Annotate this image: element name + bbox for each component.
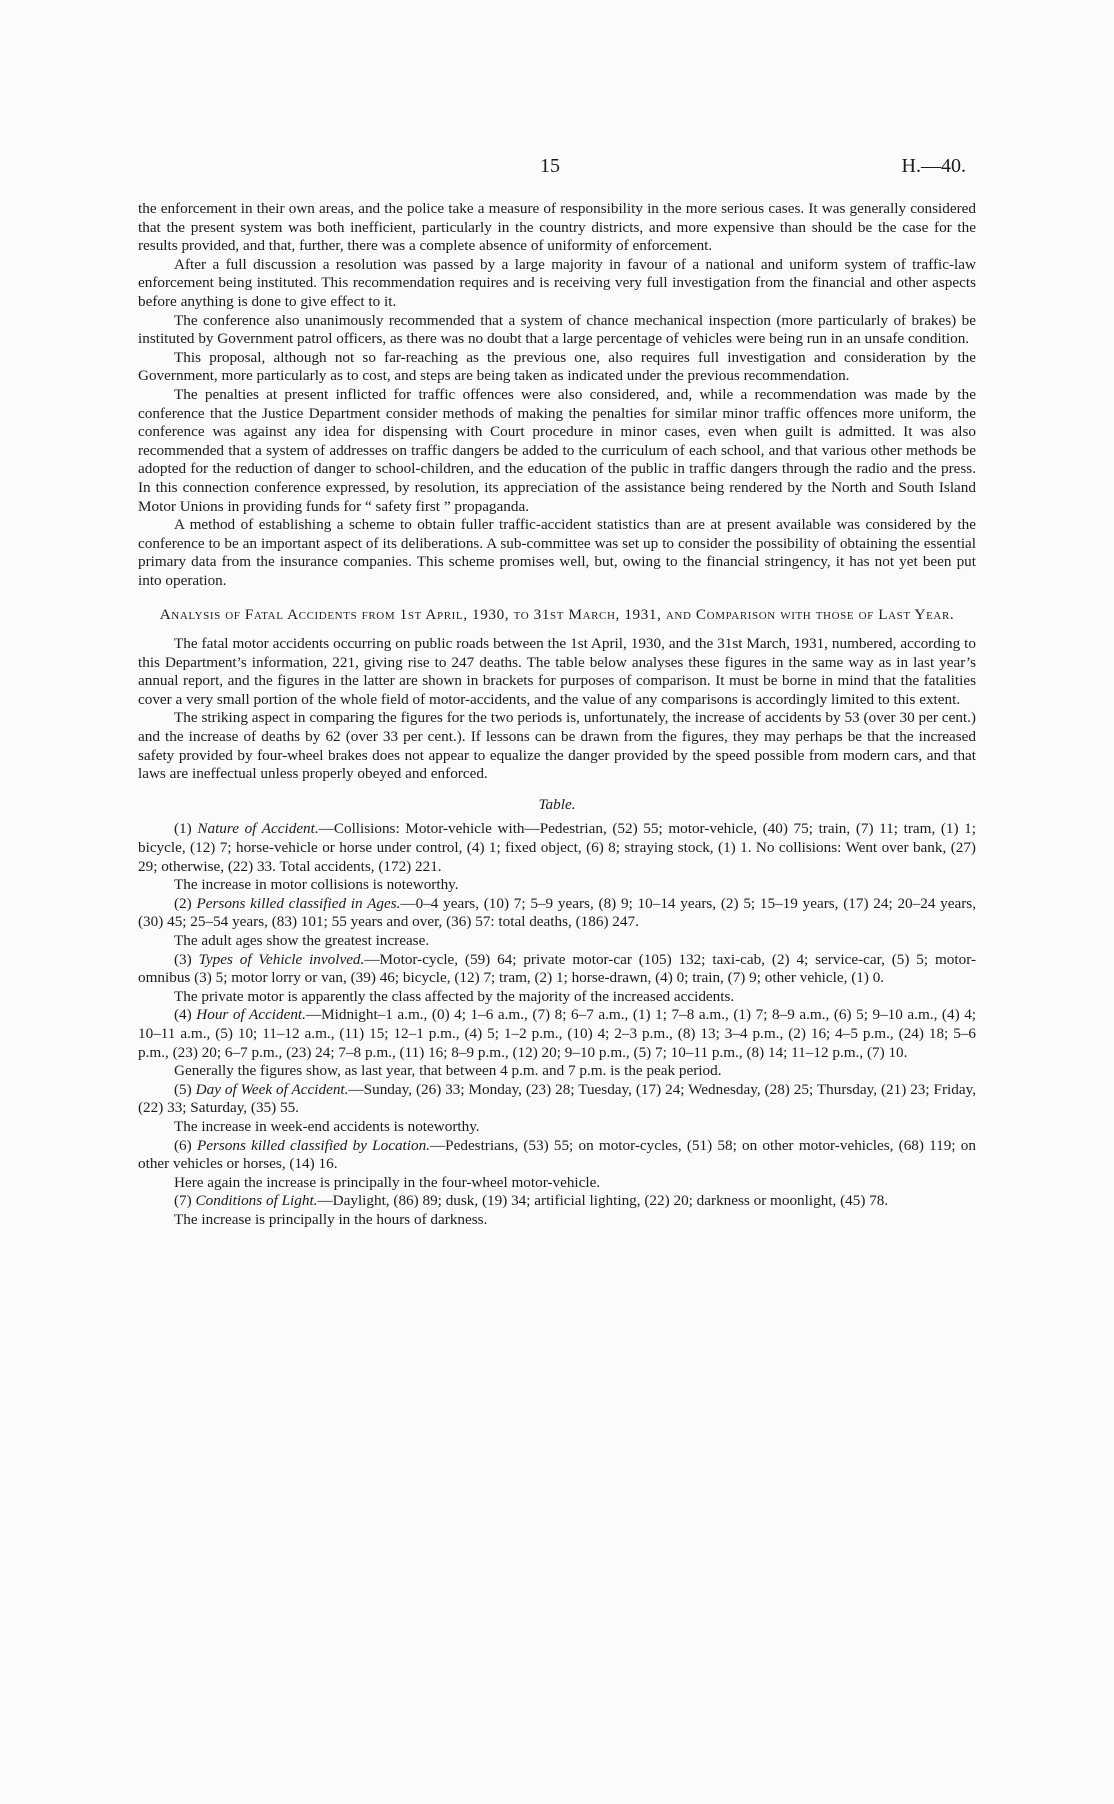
item-text: —Sunday, (26) 33; Monday, (23) 28; Tuesday, (17) 24; Wednesday, (28) 25; Thursday, (21) 23; Friday, (22) 33; Saturday, (35) 55. xyxy=(138,1080,977,1117)
item-comment: Generally the figures show, as last year, that between 4 p.m. and 7 p.m. is the peak period. xyxy=(174,1062,722,1080)
paragraph: This proposal, although not so far-reaching as the previous one, also requires full investigation and consideration by the Government, more particularly as to cost, and steps are being taken as indicated under the previous recommendation. xyxy=(138,348,976,385)
section-heading: Analysis of Fatal Accidents from 1st April, 1930, to 31st March, 1931, and Comparison with those of Last Year. xyxy=(159,606,955,624)
item-number: (3) xyxy=(174,950,192,968)
item-title: Day of Week of Accident. xyxy=(195,1080,349,1098)
item-number: (4) xyxy=(174,1006,192,1024)
item-title: Conditions of Light. xyxy=(195,1192,318,1210)
paragraph: The fatal motor accidents occurring on public roads between the 1st April, 1930, and the 31st March, 1931, numbered, according to this Department’s information, 221, giving rise to 247 deaths. The table below analyses these figures in the same way as in last year’s annual report, and the figures in the latter are shown in brackets for purposes of comparison. It must be borne in mind that the fatalities cover a very small portion of the whole field of motor-accidents, and the value of any comparisons is accordingly limited to this extent. xyxy=(138,635,976,708)
document-reference: H.—40. xyxy=(901,155,966,177)
item-comment: The increase in week-end accidents is noteworthy. xyxy=(174,1117,480,1135)
item-text: —Midnight–1 a.m., (0) 4; 1–6 a.m., (7) 8; 6–7 a.m., (1) 1; 7–8 a.m., (1) 7; 8–9 a.m., (6) 5; 9–10 a.m., (4) 4; 10–11 a.m., (5) 10; 11–12 a.m., (11) 15; 12–1 p.m., (4) 5; 1–2 p.m., (10) 4; 2–3 p.m., (8) 13; 3–4 p.m., (2) 16; 4–5 p.m., (24) 18; 5–6 p.m., (23) 20; 6–7 p.m., (23) 24; 7–8 p.m., (11) 16; 8–9 p.m., (12) 20; 9–10 p.m., (5) 7; 10–11 p.m., (8) 14; 11–12 p.m., (7) 10. xyxy=(138,1006,977,1061)
item-number: (5) xyxy=(174,1080,192,1098)
table-item xyxy=(138,1192,976,1211)
item-comment: The increase is principally in the hours of darkness. xyxy=(174,1210,488,1228)
paragraph: The conference also unanimously recommended that a system of chance mechanical inspection (more particularly of brakes) be instituted by Government patrol officers, as there was no doubt that a large percentage of vehicles were being run in an unsafe condition. xyxy=(138,311,976,348)
item-text: —Collisions: Motor-vehicle with—Pedestrian, (52) 55; motor-vehicle, (40) 75; train, (7) 11; tram, (1) 1; bicycle, (12) 7; horse-vehicle or horse under control, (4) 1; fixed object, (6) 8; straying stock, (1) 1. No collisions: Went over bank, (27) 29; otherwise, (22) 33. Total accidents, (172) 221. xyxy=(138,820,976,875)
item-text: —0–4 years, (10) 7; 5–9 years, (8) 9; 10–14 years, (2) 5; 15–19 years, (17) 24; 20–24 years, (30) 45; 25–54 years, (83) 101; 55 years and over, (36) 57: total deaths, (186) 247. xyxy=(138,894,977,931)
table-heading: Table. xyxy=(538,795,576,813)
item-text: —Daylight, (86) 89; dusk, (19) 34; artificial lighting, (22) 20; darkness or moonlight, (45) 78. xyxy=(317,1192,889,1210)
item-text: —Pedestrians, (53) 55; on motor-cycles, (51) 58; on other motor-vehicles, (68) 119; on other vehicles or horses, (14) 16. xyxy=(138,1136,976,1173)
item-number: (6) xyxy=(174,1136,192,1154)
item-comment: The private motor is apparently the class affected by the majority of the increased accidents. xyxy=(174,987,735,1005)
table-item xyxy=(138,895,976,932)
item-title: Persons killed classified by Location. xyxy=(196,1136,430,1154)
item-title: Types of Vehicle involved. xyxy=(198,950,365,968)
table-item xyxy=(138,820,976,876)
paragraph: The penalties at present inflicted for traffic offences were also considered, and, while a recommendation was made by the conference that the Justice Department consider methods of making the penalties for similar minor traffic offences more uniform, the conference was against any idea for dispensing with Court procedure in minor cases, even when guilt is admitted. It was also recommended that a system of addresses on traffic dangers be added to the curriculum of each school, and that various other methods be adopted for the reduction of danger to school-children, and the education of the public in traffic dangers through the radio and the press. In this connection conference expressed, by resolution, its appreciation of the assistance being rendered by the North and South Island Motor Unions in providing funds for “ safety first ” propaganda. xyxy=(138,385,976,515)
item-text: —Motor-cycle, (59) 64; private motor-car (105) 132; taxi-cab, (2) 4; service-car, (5) 5; motor-omnibus (3) 5; motor lorry or van, (39) 46; bicycle, (12) 7; tram, (2) 1; horse-drawn, (4) 0; train, (7) 9; other vehicle, (1) 0. xyxy=(138,950,976,987)
item-comment: The adult ages show the greatest increase. xyxy=(174,931,430,949)
table-item xyxy=(138,1081,976,1118)
paragraph: After a full discussion a resolution was passed by a large majority in favour of a national and uniform system of traffic-law enforcement being instituted. This recommendation requires and is receiving very full investigation from the financial and other aspects before anything is done to give effect to it. xyxy=(138,255,976,310)
item-title: Hour of Accident. xyxy=(196,1006,306,1024)
table-item xyxy=(138,951,976,988)
page-number: 15 xyxy=(540,155,560,177)
table-item xyxy=(138,1137,976,1174)
document-body xyxy=(138,200,976,1229)
item-title: Nature of Accident. xyxy=(197,820,319,838)
item-comment: Here again the increase is principally in the four-wheel motor-vehicle. xyxy=(174,1173,601,1191)
item-number: (1) xyxy=(174,820,192,838)
item-comment: The increase in motor collisions is noteworthy. xyxy=(174,876,459,894)
paragraph: A method of establishing a scheme to obtain fuller traffic-accident statistics than are at present available was considered by the conference to be an important aspect of its deliberations. A sub-committee was set up to consider the possibility of obtaining the essential primary data from the insurance companies. This scheme promises well, but, owing to the financial stringency, it has not yet been put into operation. xyxy=(138,516,976,589)
table-item xyxy=(138,1006,976,1062)
paragraph: The striking aspect in comparing the figures for the two periods is, unfortunately, the increase of accidents by 53 (over 30 per cent.) and the increase of deaths by 62 (over 33 per cent.). If lessons can be drawn from the figures, they may perhaps be that the increased safety provided by four-wheel brakes does not appear to equalize the danger provided by the speed possible from modern cars, and that laws are ineffectual unless properly obeyed and enforced. xyxy=(138,709,976,783)
item-title: Persons killed classified in Ages. xyxy=(196,894,401,912)
paragraph: the enforcement in their own areas, and the police take a measure of responsibility in the more serious cases. It was generally considered that the present system was both inefficient, particularly in the country districts, and more expensive than should be the case for the results provided, and that, further, there was a complete absence of uniformity of enforcement. xyxy=(138,200,976,255)
item-number: (2) xyxy=(174,894,192,912)
item-number: (7) xyxy=(174,1192,192,1210)
